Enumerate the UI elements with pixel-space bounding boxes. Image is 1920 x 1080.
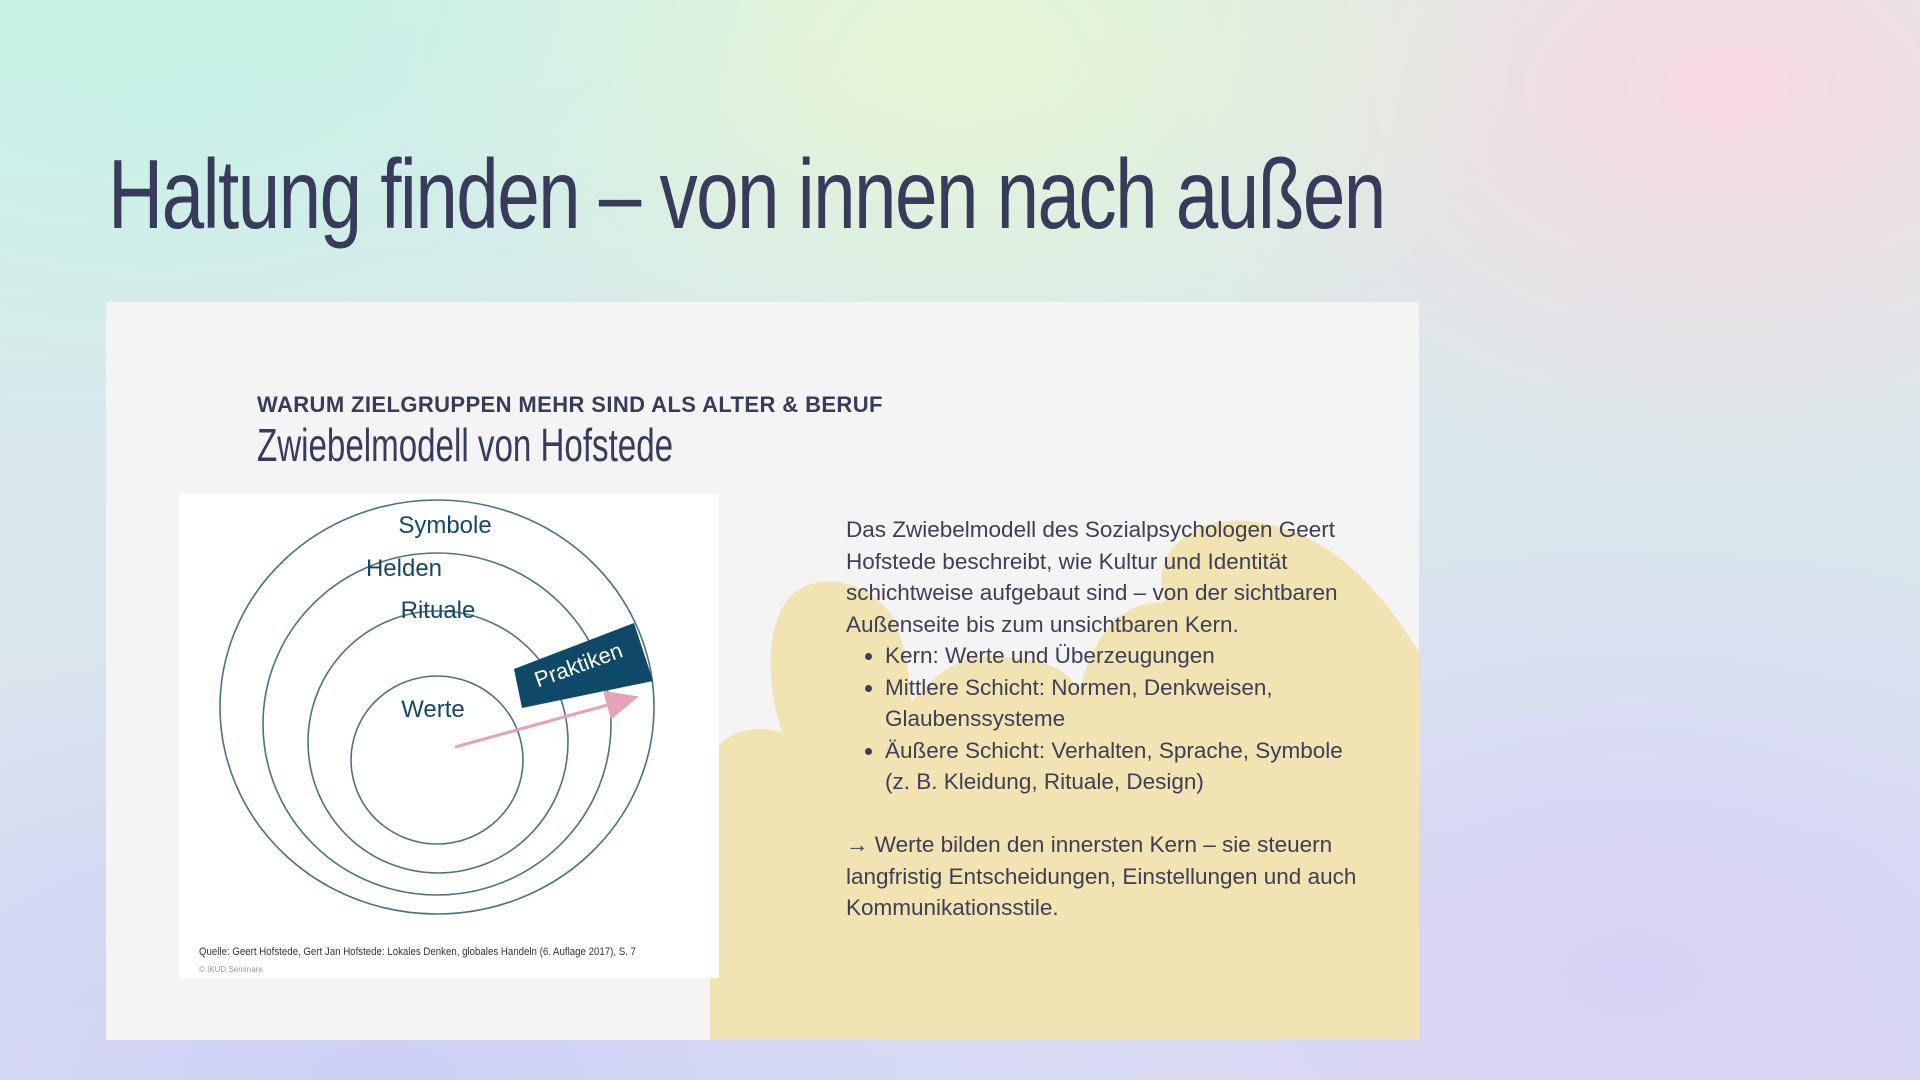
list-item: • Mittlere Schicht: Normen, Denkweisen, Glaubenssysteme	[885, 672, 1366, 735]
description-text	[846, 514, 1366, 924]
section-kicker: WARUM ZIELGRUPPEN MEHR SIND ALS ALTER & BERUF	[257, 392, 883, 417]
label-praktiken: Praktiken	[531, 637, 626, 693]
praktiken-arrow	[455, 698, 633, 747]
onion-model-figure	[179, 494, 719, 978]
label-symbole: Symbole	[398, 512, 492, 539]
label-werte: Werte	[401, 696, 465, 723]
figure-copyright: © IKUD Seminare	[199, 965, 263, 974]
figure-source: Quelle: Geert Hofstede, Gert Jan Hofstede: Lokales Denken, globales Handeln (6. Auflage 2017), S. 7	[199, 946, 636, 958]
section-subtitle: Zwiebelmodell von Hofstede	[257, 419, 674, 471]
content-card	[106, 302, 1419, 1040]
label-helden: Helden	[365, 555, 443, 582]
onion-model-diagram	[179, 494, 719, 944]
slide-title: Haltung finden – von innen nach außen	[108, 139, 1385, 249]
list-item: • Äußere Schicht: Verhalten, Sprache, Symbole (z. B. Kleidung, Rituale, Design)	[885, 735, 1366, 798]
intro-paragraph: Das Zwiebelmodell des Sozialpsychologen Geert Hofstede beschreibt, wie Kultur und Identität schichtweise aufgebaut sind – von der sichtbaren Außenseite bis zum unsichtbaren Kern.	[846, 517, 1338, 637]
list-item: • Kern: Werte und Überzeugungen	[885, 640, 1366, 672]
conclusion-paragraph: → Werte bilden den innersten Kern – sie steuern langfristig Entscheidungen, Einstellungen und auch Kommunikationsstile.	[846, 832, 1357, 920]
spacer	[846, 798, 1366, 830]
label-rituale: Rituale	[400, 597, 476, 624]
ring-rituale	[308, 611, 568, 873]
layer-list	[846, 640, 1366, 798]
